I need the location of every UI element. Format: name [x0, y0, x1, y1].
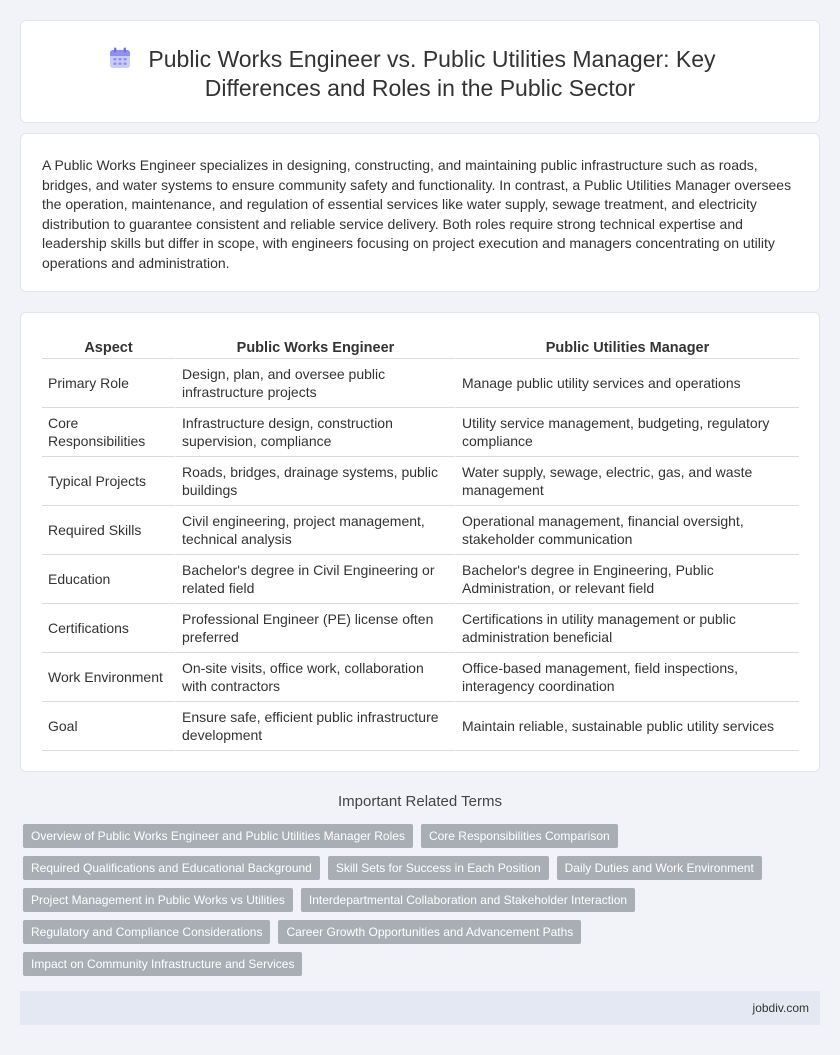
cell-aspect: Education [42, 555, 175, 604]
cell-manager: Operational management, financial oversight, stakeholder communication [455, 506, 799, 555]
cell-aspect: Typical Projects [42, 457, 175, 506]
cell-aspect: Core Responsibilities [42, 408, 175, 457]
table-row [42, 506, 799, 555]
cell-engineer: Civil engineering, project management, technical analysis [175, 506, 455, 555]
cell-engineer: On-site visits, office work, collaboration with contractors [175, 653, 455, 702]
header-public-utilities-manager: Public Utilities Manager [455, 335, 799, 359]
cell-aspect: Required Skills [42, 506, 175, 555]
table-row [42, 555, 799, 604]
cell-manager: Water supply, sewage, electric, gas, and waste management [455, 457, 799, 506]
related-term-tag[interactable]: Project Management in Public Works vs Utilities [23, 888, 293, 912]
table-row [42, 457, 799, 506]
cell-manager: Office-based management, field inspections, interagency coordination [455, 653, 799, 702]
title-card [20, 20, 820, 123]
table-header-row [42, 335, 799, 359]
comparison-table [42, 335, 799, 751]
related-terms-list [23, 824, 803, 984]
header-public-works-engineer: Public Works Engineer [175, 335, 455, 359]
cell-engineer: Roads, bridges, drainage systems, public buildings [175, 457, 455, 506]
cell-engineer: Design, plan, and oversee public infrastructure projects [175, 359, 455, 408]
related-term-tag[interactable]: Overview of Public Works Engineer and Public Utilities Manager Roles [23, 824, 413, 848]
cell-manager: Maintain reliable, sustainable public utility services [455, 702, 799, 751]
footer-site[interactable]: jobdiv.com [752, 1001, 809, 1015]
table-row [42, 702, 799, 751]
table-row [42, 408, 799, 457]
cell-engineer: Ensure safe, efficient public infrastructure development [175, 702, 455, 751]
cell-manager: Utility service management, budgeting, regulatory compliance [455, 408, 799, 457]
related-terms-row [23, 888, 803, 912]
cell-manager: Certifications in utility management or public administration beneficial [455, 604, 799, 653]
table-row [42, 604, 799, 653]
related-term-tag[interactable]: Core Responsibilities Comparison [421, 824, 618, 848]
table-row [42, 653, 799, 702]
footer [20, 991, 820, 1025]
table-row [42, 359, 799, 408]
intro-paragraph: A Public Works Engineer specializes in designing, constructing, and maintaining public infrastructure such as roads, bridges, and water systems to ensure community safety and functionality. In contrast, a Public Utilities Manager oversees the operation, maintenance, and regulation of essential services like water supply, sewage treatment, and electricity distribution to guarantee consistent and reliable service delivery. Both roles require strong technical expertise and leadership skills but differ in scope, with engineers focusing on project execution and managers concentrating on utility operations and administration. [42, 157, 792, 271]
comparison-card [20, 312, 820, 772]
related-term-tag[interactable]: Career Growth Opportunities and Advancement Paths [278, 920, 581, 944]
cell-aspect: Primary Role [42, 359, 175, 408]
related-term-tag[interactable]: Interdepartmental Collaboration and Stakeholder Interaction [301, 888, 635, 912]
header-aspect: Aspect [42, 335, 175, 359]
cell-manager: Bachelor's degree in Engineering, Public Administration, or relevant field [455, 555, 799, 604]
related-terms-row [23, 920, 803, 944]
cell-aspect: Work Environment [42, 653, 175, 702]
related-term-tag[interactable]: Regulatory and Compliance Considerations [23, 920, 270, 944]
related-term-tag[interactable]: Impact on Community Infrastructure and Services [23, 952, 302, 976]
page-title [21, 45, 819, 103]
related-terms-row [23, 952, 803, 976]
related-terms-row [23, 856, 803, 880]
cell-manager: Manage public utility services and operations [455, 359, 799, 408]
cell-aspect: Certifications [42, 604, 175, 653]
related-terms-row [23, 824, 803, 848]
related-terms-heading: Important Related Terms [338, 793, 502, 810]
cell-engineer: Professional Engineer (PE) license often preferred [175, 604, 455, 653]
related-term-tag[interactable]: Daily Duties and Work Environment [557, 856, 762, 880]
intro-card [20, 133, 820, 292]
related-term-tag[interactable]: Required Qualifications and Educational Background [23, 856, 320, 880]
cell-engineer: Infrastructure design, construction supervision, compliance [175, 408, 455, 457]
cell-aspect: Goal [42, 702, 175, 751]
related-term-tag[interactable]: Skill Sets for Success in Each Position [328, 856, 549, 880]
title-line-1: Public Works Engineer vs. Public Utilities Manager: Key [148, 46, 716, 72]
cell-engineer: Bachelor's degree in Civil Engineering or related field [175, 555, 455, 604]
title-line-2: Differences and Roles in the Public Sector [204, 75, 636, 101]
